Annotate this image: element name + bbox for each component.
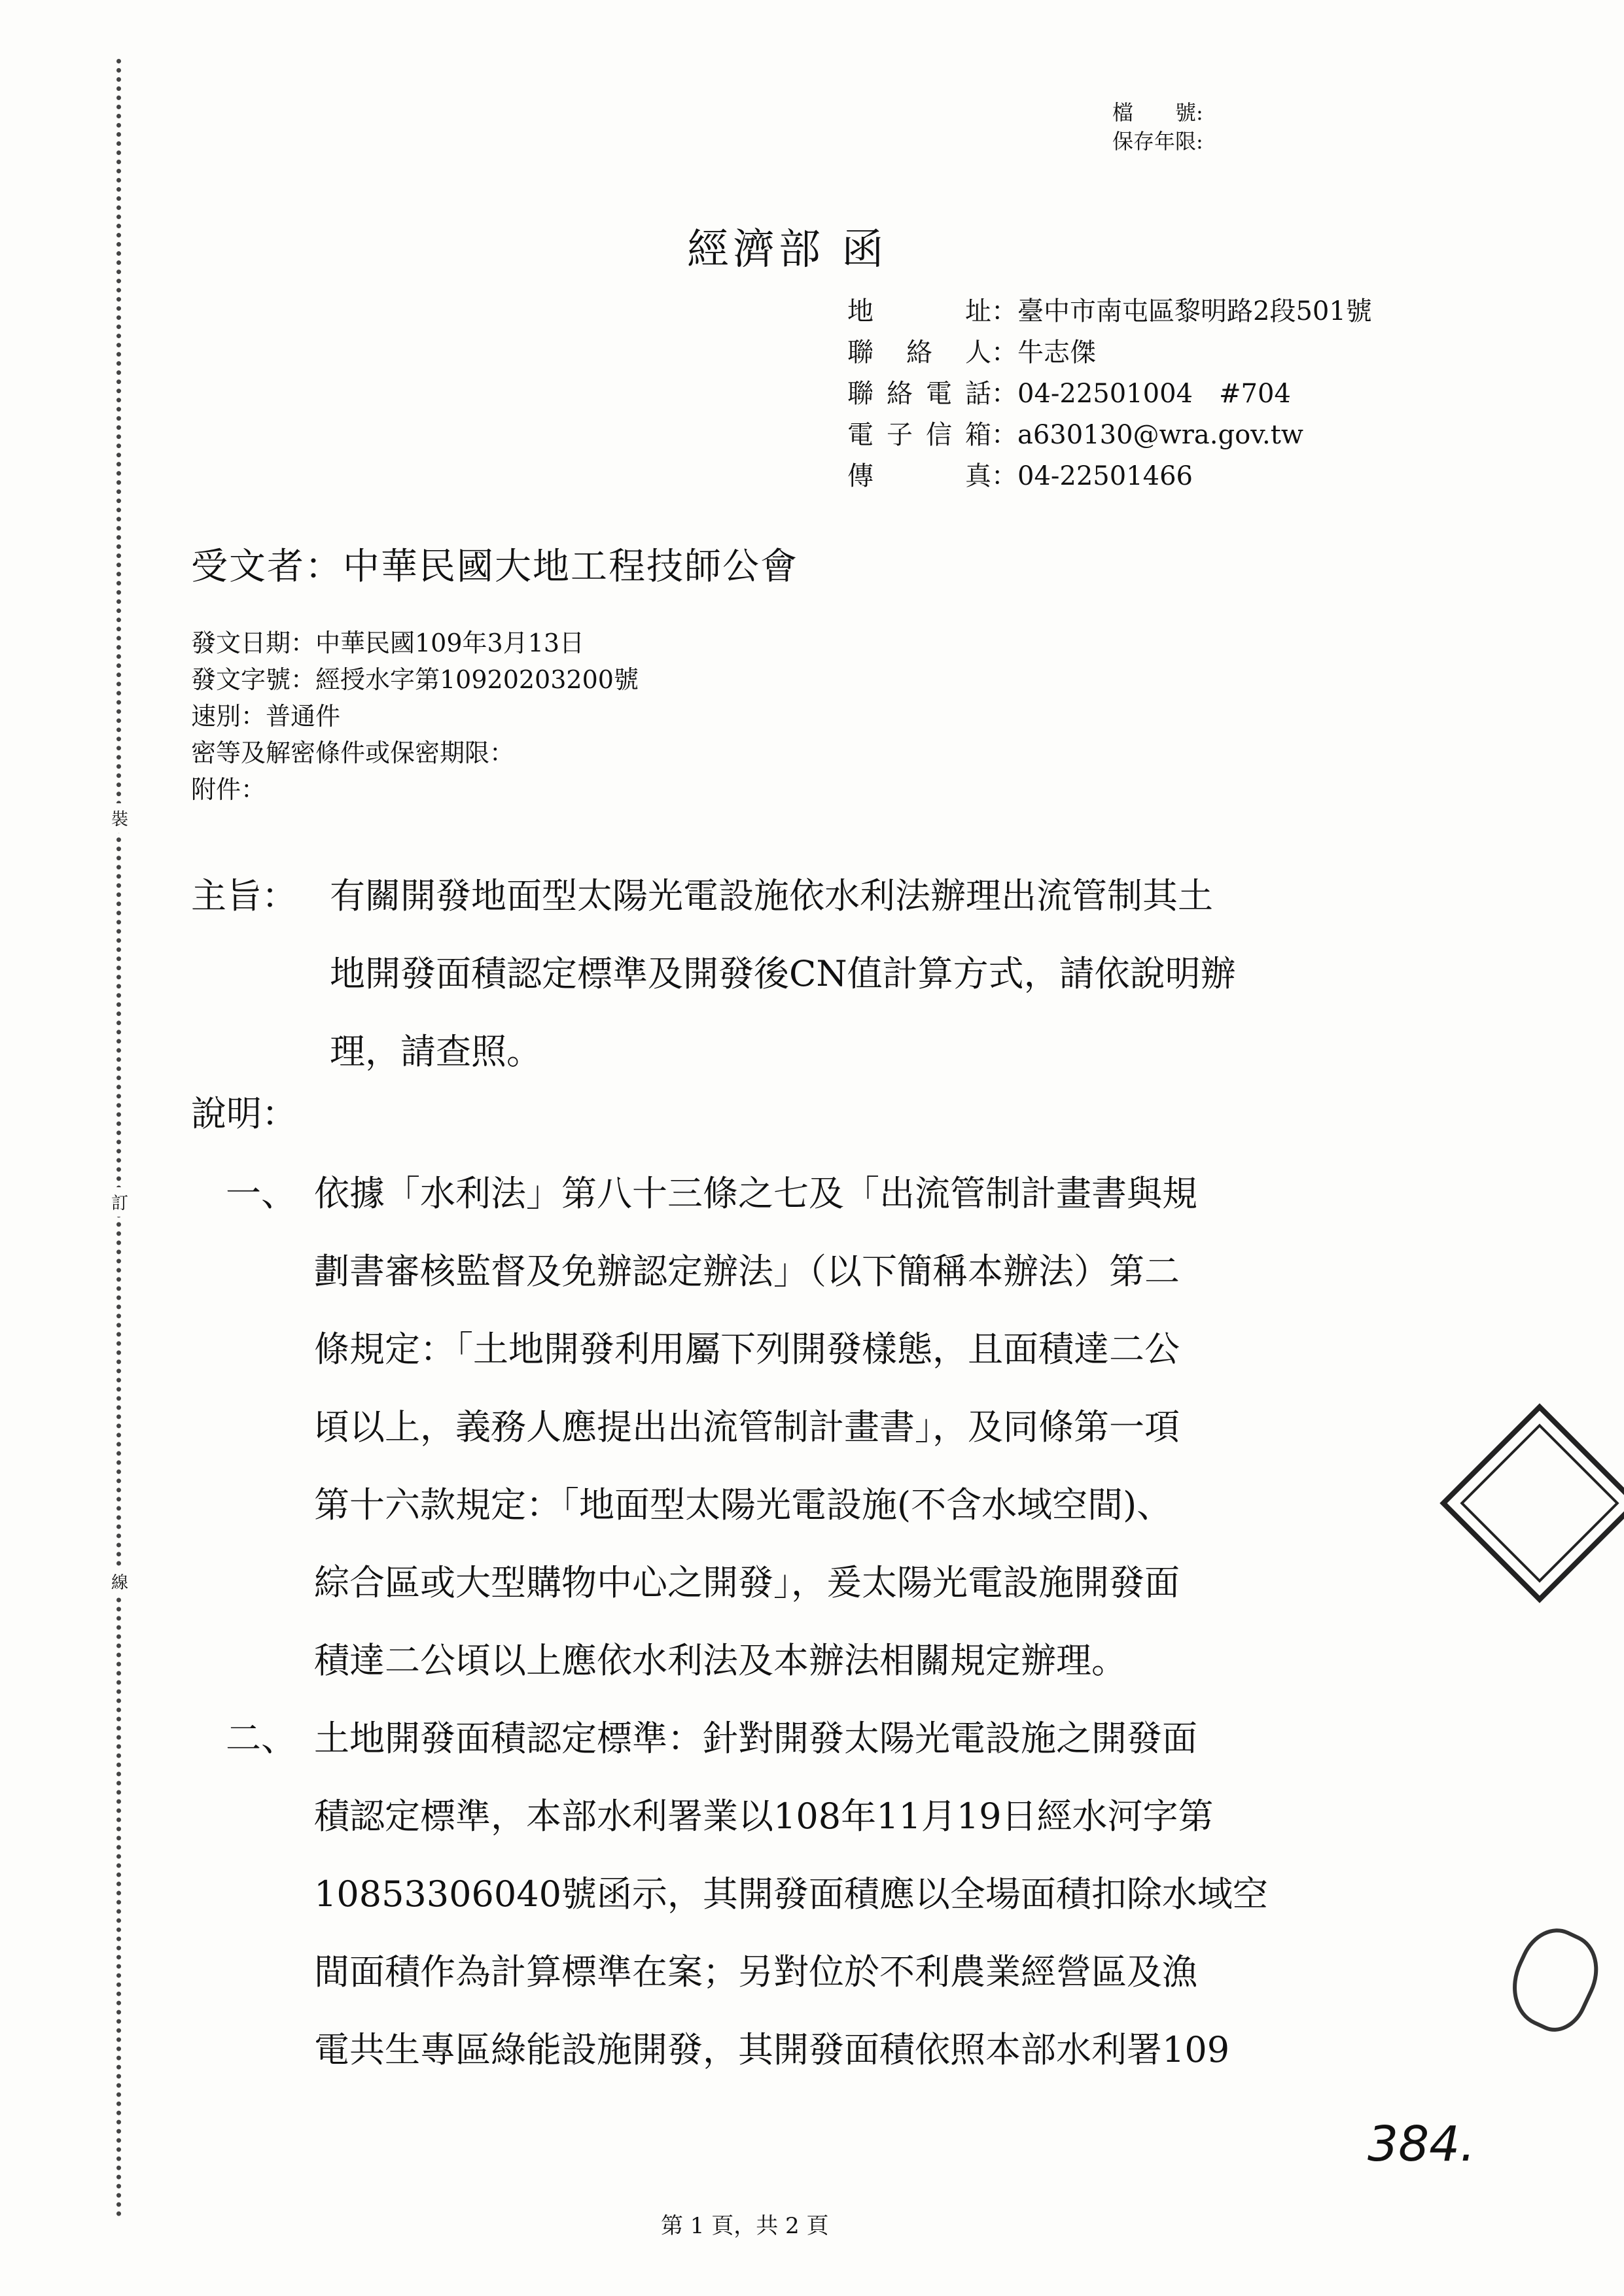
contact-person: 聯絡人：牛志傑 — [847, 338, 1096, 368]
subject-line: 有關開發地面型太陽光電設施依水利法辦理出流管制其土 — [330, 875, 1213, 916]
contact-email: 電子信箱：a630130@wra.gov.tw — [847, 420, 1304, 450]
item-line: 電共生專區綠能設施開發，其開發面積依照本部水利署109 — [314, 2029, 1230, 2070]
item-number: 二、 — [226, 1718, 296, 1759]
secrecy-level: 密等及解密條件或保密期限： — [191, 739, 515, 767]
item-line: 積達二公頃以上應依水利法及本辦法相關規定辦理。 — [314, 1640, 1127, 1681]
item-line: 依據「水利法」第八十三條之七及「出流管制計畫書與規 — [314, 1173, 1197, 1214]
issue-date: 發文日期：中華民國109年3月13日 — [191, 629, 585, 657]
item-line: 積認定標準，本部水利署業以108年11月19日經水河字第 — [314, 1796, 1214, 1837]
issue-number: 發文字號：經授水字第10920203200號 — [191, 665, 639, 694]
contact-block — [847, 291, 1372, 497]
subject-line: 理，請查照。 — [330, 1031, 542, 1072]
binding-mark-ding: 訂 — [110, 1187, 130, 1217]
retention-period-label: 保存年限: — [1112, 129, 1203, 154]
subject-label: 主旨： — [191, 875, 297, 916]
contact-fax: 傳真：04-22501466 — [847, 461, 1193, 491]
file-info — [1112, 98, 1203, 156]
item-line: 第十六款規定：「地面型太陽光電設施(不含水域空間)、 — [314, 1484, 1173, 1525]
item-line: 10853306040號函示，其開發面積應以全場面積扣除水域空 — [314, 1873, 1268, 1915]
item-line: 間面積作為計算標準在案；另對位於不利農業經營區及漁 — [314, 1951, 1197, 1992]
item-line: 劃書審核監督及免辦認定辦法」（以下簡稱本辦法）第二 — [314, 1251, 1180, 1292]
partial-seal-icon — [1498, 1917, 1612, 2041]
item-number: 一、 — [226, 1173, 296, 1214]
binding-mark-zhuang: 裝 — [110, 803, 130, 833]
binding-mark-xian: 線 — [110, 1567, 130, 1596]
contact-phone: 聯絡電話：04-22501004 #704 — [847, 379, 1291, 409]
item-line: 綜合區或大型購物中心之開發」，爰太陽光電設施開發面 — [314, 1562, 1180, 1603]
page-footer: 第 1 頁，共 2 頁 — [661, 2213, 829, 2239]
explanation-label: 說明： — [191, 1093, 297, 1134]
recipient: 受文者：中華民國大地工程技師公會 — [191, 546, 798, 588]
item-line: 頃以上，義務人應提出出流管制計畫書」，及同條第一項 — [314, 1406, 1180, 1448]
attachment: 附件： — [191, 775, 266, 804]
item-line: 條規定：「土地開發利用屬下列開發樣態，且面積達二公 — [314, 1329, 1180, 1370]
subject-line: 地開發面積認定標準及開發後CN值計算方式，請依說明辦 — [330, 953, 1236, 994]
document-meta — [191, 625, 639, 808]
document-title: 經濟部 函 — [687, 226, 888, 274]
contact-address: 地址：臺中市南屯區黎明路2段501號 — [847, 296, 1372, 326]
explanation-item-1 — [226, 1155, 1197, 1699]
handwritten-page-number: 384. — [1368, 2116, 1475, 2172]
subject-section — [191, 857, 1434, 1090]
item-line: 土地開發面積認定標準：針對開發太陽光電設施之開發面 — [314, 1718, 1197, 1759]
binding-dotted-line — [116, 59, 121, 2218]
file-number-label: 檔 號: — [1112, 100, 1203, 125]
seal-stamp-icon — [1439, 1403, 1624, 1603]
explanation-item-2 — [226, 1699, 1268, 2089]
speed-class: 速別：普通件 — [191, 702, 341, 731]
